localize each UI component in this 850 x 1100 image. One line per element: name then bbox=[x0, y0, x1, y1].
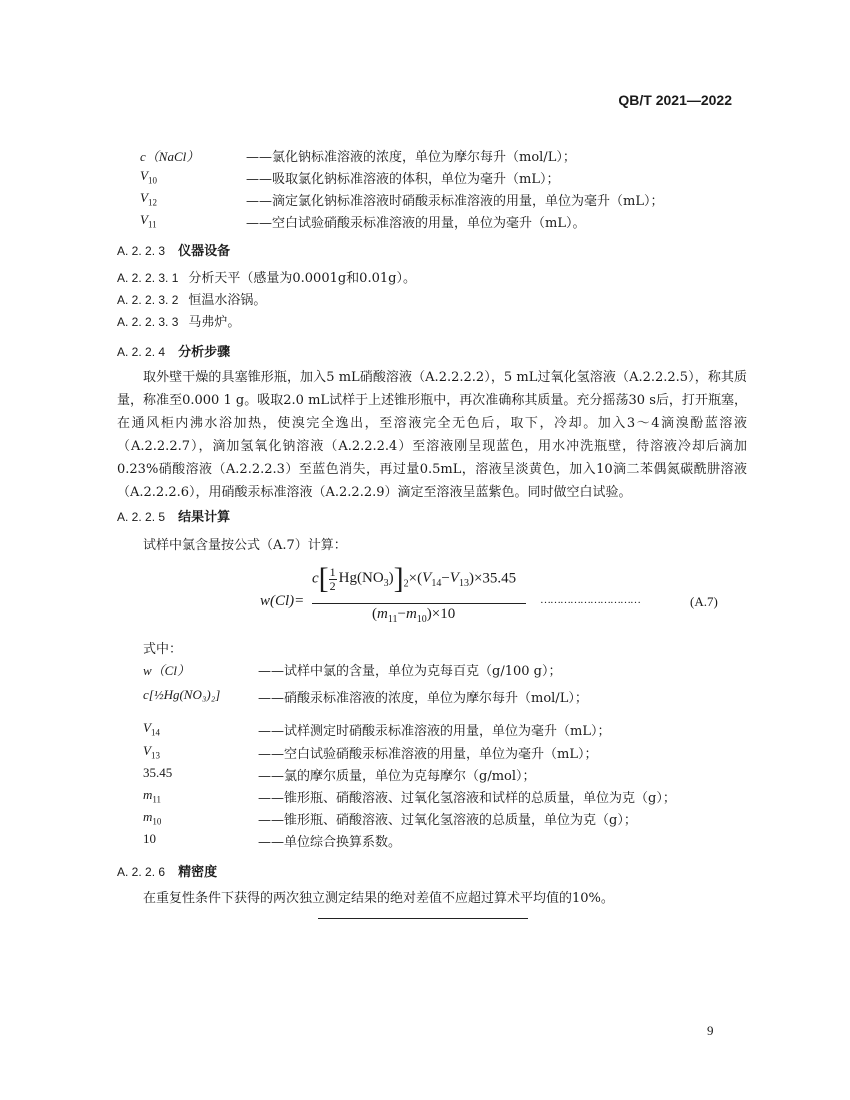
var-description: ——锥形瓶、硝酸溶液、过氧化氢溶液的总质量，单位为克（g）； bbox=[258, 813, 637, 828]
var-description: ——试样测定时硝酸汞标准溶液的用量，单位为毫升（mL）； bbox=[258, 724, 611, 739]
section-heading-calculation bbox=[117, 506, 230, 525]
equipment-item: A. 2. 2. 3. 3 马弗炉。 bbox=[117, 315, 241, 330]
procedure-paragraph: 取外壁干燥的具塞锥形瓶，加入5 mL硝酸溶液（A.2.2.2.2），5 mL过氧化氢溶液（A.2.2.2.5），称其质量，称准至0.000 1 g。吸取2.0 mL试样于上述锥形瓶中，再次准确称其质量。充分摇荡30 s后，打开瓶塞，在通风柜内沸水浴加热，使溴完全逸出，至溶液完全无色后，取下，冷却。加入3～4滴溴酚蓝溶液（A.2.2.2.7），滴加氢氧化钠溶液（A.2.2.2.4）至溶液刚呈现蓝色，用水冲洗瓶壁，待溶液冷却后滴加0.23%硝酸溶液（A.2.2.2.3）至蓝色消失，再过量0.5mL，溶液呈淡黄色，加入10滴二苯偶氮碳酰肼溶液（A.2.2.2.6），用硝酸汞标准溶液（A.2.2.2.9）滴定至溶液呈蓝紫色。同时做空白试验。 bbox=[117, 370, 747, 500]
page-number: 9 bbox=[707, 1023, 714, 1038]
formula-lhs: w(Cl)= bbox=[260, 593, 305, 609]
calculation-intro: 试样中氯含量按公式（A.7）计算： bbox=[143, 538, 347, 553]
var-description: ——锥形瓶、硝酸溶液、过氧化氢溶液和试样的总质量，单位为克（g）； bbox=[258, 791, 676, 806]
var-description: ——吸取氯化钠标准溶液的体积，单位为毫升（mL）； bbox=[246, 172, 560, 187]
var-symbol: $m_{11}$ bbox=[143, 787, 162, 805]
section-title: 精密度 bbox=[178, 864, 218, 879]
var-symbol: c[½Hg(NO₃)₂] bbox=[143, 687, 221, 702]
var-description: ——单位综合换算系数。 bbox=[258, 835, 402, 850]
var-description: ——空白试验硝酸汞标准溶液的用量，单位为毫升（mL）； bbox=[258, 747, 598, 762]
section-number: A. 2. 2. 4 bbox=[117, 345, 166, 359]
section-number: A. 2. 2. 5 bbox=[117, 510, 166, 524]
formula-label: (A.7) bbox=[690, 594, 718, 609]
fraction-bar bbox=[312, 603, 526, 604]
var-symbol: c（NaCl） bbox=[140, 149, 200, 164]
var-symbol: $V_{14}$ bbox=[143, 720, 160, 738]
section-heading-equipment bbox=[117, 240, 230, 259]
var-symbol: $V_{12}$ bbox=[140, 190, 157, 208]
var-description: ——试样中氯的含量，单位为克每百克（g/100 g）； bbox=[258, 664, 562, 679]
equipment-item: A. 2. 2. 3. 1 分析天平（感量为0.0001g和0.01g）。 bbox=[117, 271, 416, 286]
section-number: A. 2. 2. 3 bbox=[117, 244, 166, 258]
var-symbol: w（Cl） bbox=[143, 663, 190, 678]
formula-numerator: c[ $\frac{1}{2}$ $Hg(NO_3)]_2\times(V_{14}-V_{13})\times 35.45$ bbox=[312, 562, 517, 595]
var-symbol: $m_{10}$ bbox=[143, 809, 162, 827]
var-symbol: 10 bbox=[143, 831, 156, 846]
formula-leader-dots: ………………………… bbox=[540, 594, 640, 606]
var-symbol: 35.45 bbox=[143, 765, 173, 780]
var-description: ——空白试验硝酸汞标准溶液的用量，单位为毫升（mL）。 bbox=[246, 216, 586, 231]
var-symbol: $V_{10}$ bbox=[140, 168, 157, 186]
var-description: ——硝酸汞标准溶液的浓度，单位为摩尔每升（mol/L）； bbox=[258, 691, 588, 706]
section-title: 仪器设备 bbox=[178, 243, 231, 258]
section-title: 结果计算 bbox=[178, 509, 231, 524]
var-description: ——滴定氯化钠标准溶液时硝酸汞标准溶液的用量，单位为毫升（mL）； bbox=[246, 194, 664, 209]
where-label: 式中： bbox=[143, 642, 183, 657]
var-description: ——氯的摩尔质量，单位为克每摩尔（g/mol）； bbox=[258, 769, 536, 784]
end-rule bbox=[318, 918, 528, 919]
var-description: ——氯化钠标准溶液的浓度，单位为摩尔每升（mol/L）； bbox=[246, 150, 576, 165]
equipment-item: A. 2. 2. 3. 2 恒温水浴锅。 bbox=[117, 293, 267, 308]
section-heading-procedure bbox=[117, 341, 230, 360]
section-title: 分析步骤 bbox=[178, 344, 231, 359]
precision-text: 在重复性条件下获得的两次独立测定结果的绝对差值不应超过算术平均值的10%。 bbox=[143, 891, 614, 906]
var-symbol: $V_{13}$ bbox=[143, 743, 160, 761]
formula-denominator: $(m_{11}-m_{10})\times 10$ bbox=[372, 606, 456, 625]
standard-code: QB/T 2021—2022 bbox=[618, 92, 732, 108]
var-symbol: $V_{11}$ bbox=[140, 212, 157, 230]
section-heading-precision bbox=[117, 861, 217, 880]
section-number: A. 2. 2. 6 bbox=[117, 865, 166, 879]
